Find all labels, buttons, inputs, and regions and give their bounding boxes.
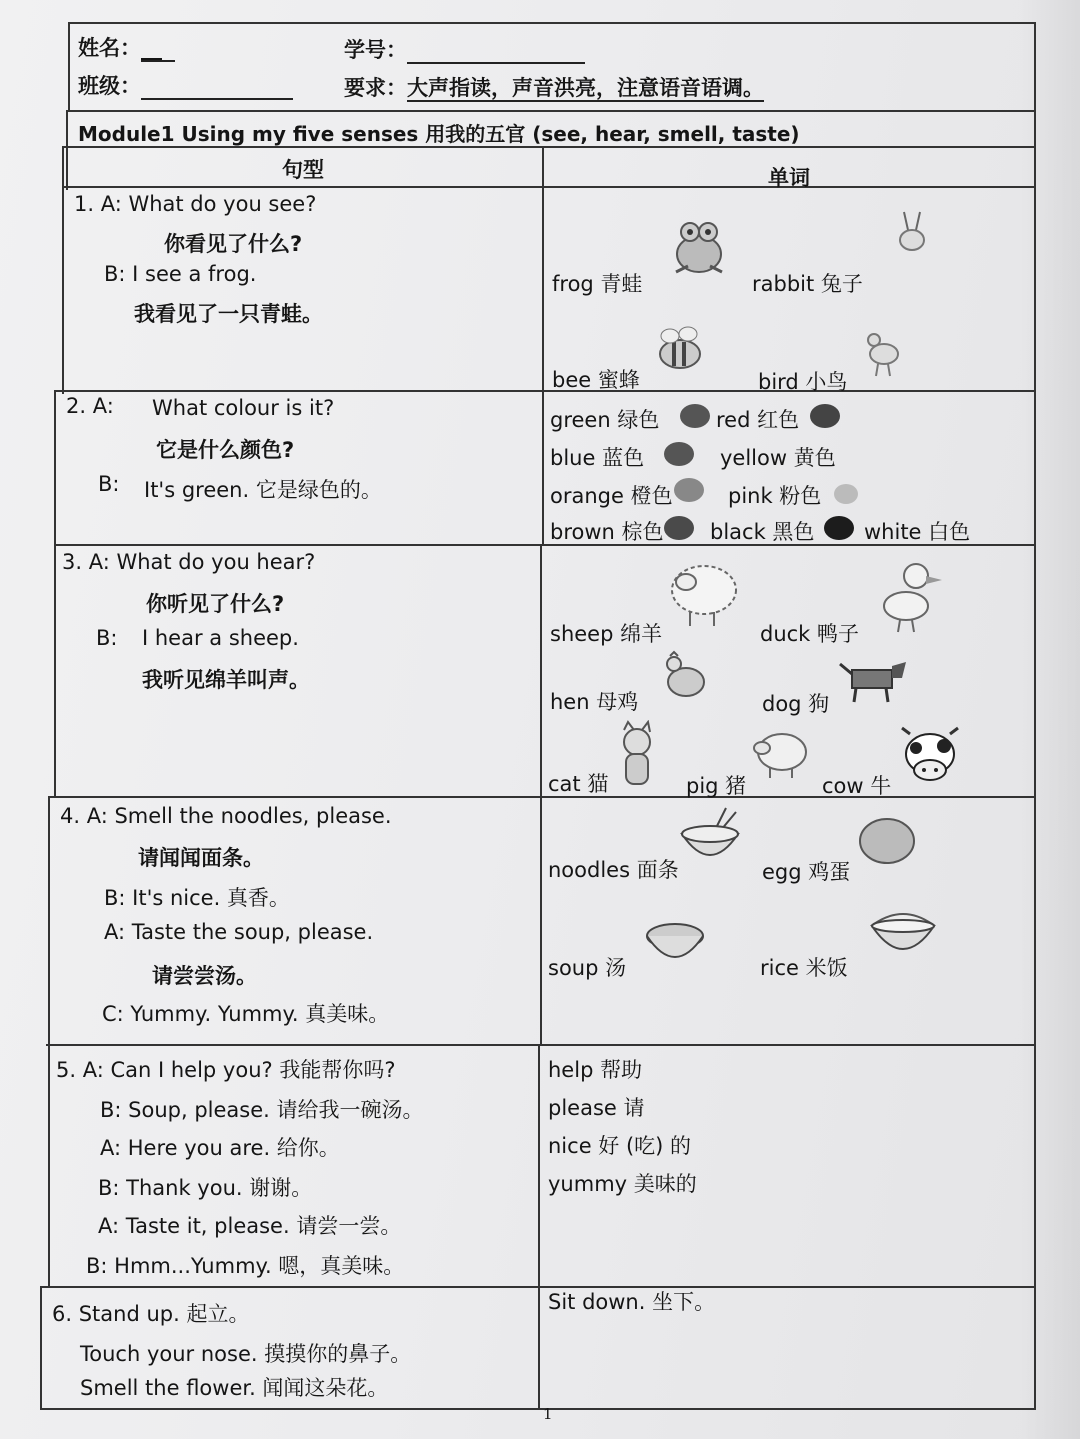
requirement-label: 要求：大声指读，声音洪亮，注意语音语调。 <box>344 76 764 100</box>
word-egg: egg 鸡蛋 <box>762 860 851 884</box>
word-nice: nice 好 (吃) 的 <box>548 1134 692 1158</box>
word-rabbit: rabbit 兔子 <box>752 272 863 296</box>
student-id-field[interactable] <box>407 42 585 64</box>
sentence-line: 6. Stand up. 起立。 <box>52 1302 250 1326</box>
sentence-line: 请尝尝汤。 <box>152 964 257 988</box>
sentence-line: A: Taste it, please. 请尝一尝。 <box>98 1214 402 1238</box>
word-bee: bee 蜜蜂 <box>552 368 640 392</box>
sentence-line: B: Hmm...Yummy. 嗯，真美味。 <box>86 1254 405 1278</box>
sentence-line: Touch your nose. 摸摸你的鼻子。 <box>80 1342 412 1366</box>
sentence-line: B: I see a frog. <box>104 262 257 286</box>
word-duck: duck 鸭子 <box>760 622 860 646</box>
sentence-line: 你看见了什么? <box>164 232 303 256</box>
word-help: help 帮助 <box>548 1058 643 1082</box>
word-frog: frog 青蛙 <box>552 272 643 296</box>
sentence-line: 3. A: What do you hear? <box>62 550 316 574</box>
color-dot-orange <box>674 478 704 502</box>
color-dot-red <box>810 404 840 428</box>
word-green: green 绿色 <box>550 408 660 432</box>
word-soup: soup 汤 <box>548 956 627 980</box>
sentence-line: It's green. 它是绿色的。 <box>144 478 382 502</box>
bee-icon <box>648 322 708 374</box>
sentence-line: 你听见了什么? <box>146 592 285 616</box>
word-yellow: yellow 黄色 <box>720 446 836 470</box>
rabbit-icon <box>892 210 932 254</box>
column-header-words: 单词 <box>768 166 810 190</box>
word-white: white 白色 <box>864 520 971 544</box>
module-title: Module1 Using my five senses 用我的五官 (see, hear, smell, taste) <box>78 122 800 146</box>
color-dot-blue <box>664 442 694 466</box>
bird-icon <box>858 322 908 378</box>
color-dot-green <box>680 404 710 428</box>
sentence-line: 1. A: What do you see? <box>74 192 317 216</box>
egg-icon <box>858 816 916 866</box>
word-rice: rice 米饭 <box>760 956 848 980</box>
requirement-text: 大声指读，声音洪亮，注意语音语调。 <box>407 76 764 100</box>
sentence-line: What colour is it? <box>152 396 335 420</box>
word-bird: bird 小鸟 <box>758 370 848 394</box>
word-please: please 请 <box>548 1096 645 1120</box>
duck-icon <box>872 558 948 634</box>
name-label: 姓名：__ <box>78 32 175 62</box>
sentence-line: B: Soup, please. 请给我一碗汤。 <box>100 1098 424 1122</box>
name-field[interactable]: __ <box>141 36 175 62</box>
word-red: red 红色 <box>716 408 800 432</box>
word-dog: dog 狗 <box>762 692 830 716</box>
class-label: 班级： <box>78 70 293 100</box>
sentence-line: 我看见了一只青蛙。 <box>134 302 323 326</box>
sentence-line: B: <box>98 472 120 496</box>
color-dot-pink <box>834 484 858 504</box>
sentence-line: Smell the flower. 闻闻这朵花。 <box>80 1376 389 1400</box>
student-id-label: 学号： <box>344 34 585 64</box>
page-number: 1 <box>543 1405 553 1423</box>
sentence-line: 我听见绵羊叫声。 <box>142 668 310 692</box>
pig-icon <box>748 724 810 780</box>
sentence-line: B: Thank you. 谢谢。 <box>98 1176 313 1200</box>
hen-icon <box>660 648 708 704</box>
word-cow: cow 牛 <box>822 774 892 798</box>
sentence-line: B: <box>96 626 118 650</box>
word-blue: blue 蓝色 <box>550 446 645 470</box>
word-sit-down: Sit down. 坐下。 <box>548 1290 716 1314</box>
word-pig: pig 猪 <box>686 774 747 798</box>
sentence-line: 请闻闻面条。 <box>138 846 264 870</box>
word-sheep: sheep 绵羊 <box>550 622 663 646</box>
page-shadow <box>1020 0 1080 1439</box>
cat-icon <box>612 720 662 790</box>
noodles-icon <box>676 806 744 870</box>
dog-icon <box>836 654 912 704</box>
word-orange: orange 橙色 <box>550 484 673 508</box>
sentence-line: B: It's nice. 真香。 <box>104 886 290 910</box>
color-dot-brown <box>664 516 694 540</box>
word-yummy: yummy 美味的 <box>548 1172 697 1196</box>
soup-icon <box>644 914 706 970</box>
column-header-sentences: 句型 <box>282 158 324 182</box>
word-pink: pink 粉色 <box>728 484 822 508</box>
word-brown: brown 棕色 <box>550 520 664 544</box>
rice-icon <box>866 898 940 964</box>
class-field[interactable] <box>141 78 293 100</box>
sentence-line: 5. A: Can I help you? 我能帮你吗? <box>56 1058 396 1082</box>
sentence-line: A: Here you are. 给你。 <box>100 1136 340 1160</box>
sentence-line: 4. A: Smell the noodles, please. <box>60 804 392 828</box>
word-noodles: noodles 面条 <box>548 858 679 882</box>
sentence-line: A: Taste the soup, please. <box>104 920 374 944</box>
word-black: black 黑色 <box>710 520 815 544</box>
sheep-icon <box>664 554 742 630</box>
word-cat: cat 猫 <box>548 772 609 796</box>
frog-icon <box>668 214 730 278</box>
sentence-line: C: Yummy. Yummy. 真美味。 <box>102 1002 390 1026</box>
cow-icon <box>896 726 964 792</box>
sentence-line: I hear a sheep. <box>142 626 299 650</box>
word-hen: hen 母鸡 <box>550 690 639 714</box>
sentence-line: 2. A: <box>66 394 114 418</box>
color-dot-black <box>824 516 854 540</box>
sentence-line: 它是什么颜色? <box>156 438 295 462</box>
